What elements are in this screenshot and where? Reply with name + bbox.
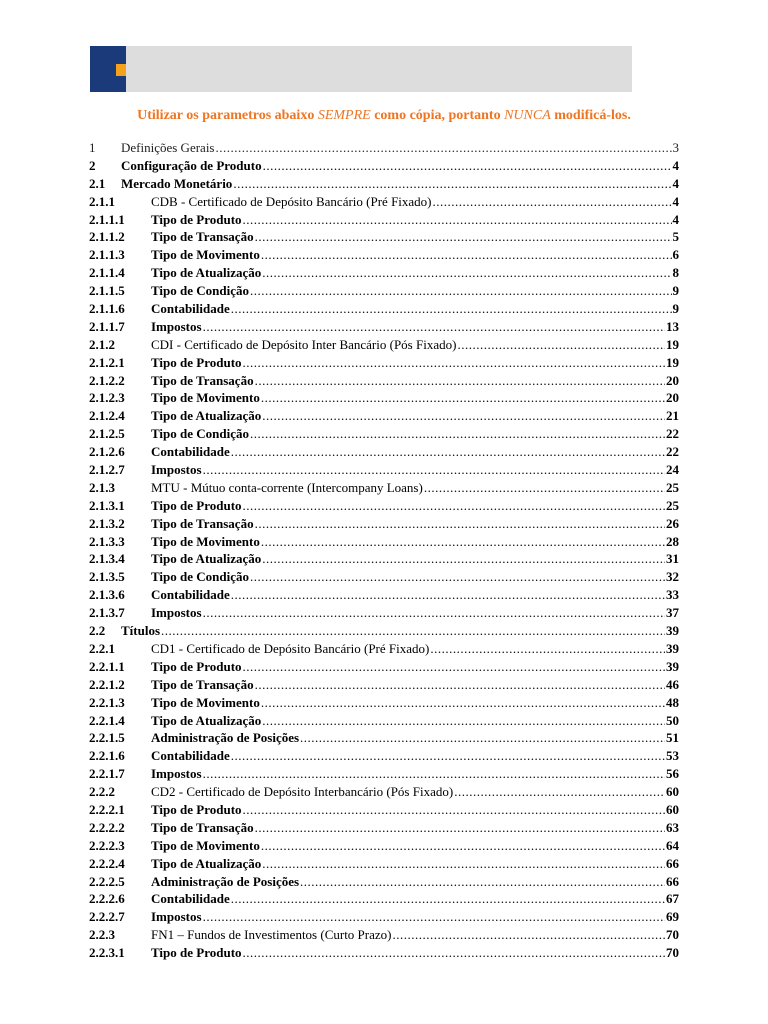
- toc-entry-number: 2.1.1.6: [89, 301, 125, 317]
- toc-entry[interactable]: [89, 157, 679, 175]
- toc-entry-page: 4: [672, 211, 679, 227]
- toc-dot-leader: [231, 300, 672, 318]
- toc-entry[interactable]: [89, 658, 679, 676]
- toc-entry[interactable]: [89, 336, 679, 354]
- toc-entry-number: 1: [89, 140, 96, 155]
- toc-entry-number: 2.1.1.2: [89, 229, 125, 245]
- toc-entry-page: 50: [666, 712, 679, 728]
- toc-entry-number: 2.1.2.6: [89, 444, 125, 460]
- toc-entry-title: Tipo de Movimento: [151, 390, 260, 406]
- toc-entry-page: 64: [666, 837, 679, 853]
- toc-entry-page: 8: [672, 265, 679, 281]
- toc-entry-page: 13: [666, 318, 679, 334]
- toc-dot-leader: [261, 246, 672, 264]
- table-of-contents: [89, 139, 679, 962]
- toc-entry-title: Tipo de Produto: [151, 945, 242, 961]
- toc-entry-title: Impostos: [151, 766, 202, 782]
- toc-dot-leader: [262, 712, 665, 730]
- toc-entry-number: 2.2.2: [89, 784, 115, 800]
- toc-entry[interactable]: [89, 694, 679, 712]
- toc-dot-leader: [457, 336, 665, 354]
- toc-dot-leader: [203, 461, 665, 479]
- toc-entry-page: 5: [672, 229, 679, 245]
- toc-entry-page: 32: [666, 569, 679, 585]
- toc-entry[interactable]: [89, 873, 679, 891]
- toc-entry-page: 20: [666, 372, 679, 388]
- toc-entry[interactable]: [89, 479, 679, 497]
- toc-entry[interactable]: [89, 175, 679, 193]
- toc-entry-number: 2.1.2.2: [89, 372, 125, 388]
- toc-entry-page: 25: [666, 479, 679, 495]
- toc-entry-number: 2.1.2.3: [89, 390, 125, 406]
- toc-entry[interactable]: [89, 264, 679, 282]
- toc-entry-title: Tipo de Produto: [151, 801, 242, 817]
- toc-entry-title: CDI - Certificado de Depósito Inter Bancário (Pós Fixado): [151, 336, 457, 352]
- toc-entry-number: 2.2.2.7: [89, 909, 125, 925]
- toc-dot-leader: [262, 264, 671, 282]
- toc-entry[interactable]: [89, 193, 679, 211]
- toc-entry-number: 2.1.1.4: [89, 265, 125, 281]
- toc-entry-title: Tipo de Atualização: [151, 265, 262, 281]
- header-bar: [90, 46, 632, 92]
- toc-entry-number: 2.2.1: [89, 640, 115, 656]
- toc-entry-number: 2.2.1.6: [89, 748, 125, 764]
- toc-entry-page: 39: [666, 623, 679, 639]
- toc-entry-title: Tipo de Atualização: [151, 712, 262, 728]
- toc-entry-page: 19: [666, 336, 679, 352]
- toc-dot-leader: [300, 729, 665, 747]
- toc-entry-number: 2.1.3.5: [89, 569, 125, 585]
- toc-entry-title: FN1 – Fundos de Investimentos (Curto Prazo): [151, 927, 392, 943]
- toc-dot-leader: [250, 282, 671, 300]
- toc-entry-page: 21: [666, 408, 679, 424]
- toc-entry-title: Contabilidade: [151, 587, 230, 603]
- toc-dot-leader: [243, 354, 665, 372]
- toc-entry[interactable]: [89, 282, 679, 300]
- toc-entry[interactable]: [89, 300, 679, 318]
- toc-dot-leader: [255, 819, 665, 837]
- toc-entry-page: 6: [672, 247, 679, 263]
- toc-entry[interactable]: [89, 765, 679, 783]
- toc-entry-title: Contabilidade: [151, 748, 230, 764]
- toc-entry[interactable]: [89, 622, 679, 640]
- toc-entry-title: Tipo de Movimento: [151, 694, 260, 710]
- toc-dot-leader: [203, 765, 665, 783]
- toc-entry-title: Tipo de Transação: [151, 676, 254, 692]
- toc-dot-leader: [261, 837, 665, 855]
- toc-entry-page: 39: [666, 640, 679, 656]
- toc-entry-title: Tipo de Movimento: [151, 247, 260, 263]
- toc-dot-leader: [243, 497, 665, 515]
- toc-entry-page: 60: [666, 784, 679, 800]
- toc-entry[interactable]: [89, 533, 679, 551]
- toc-entry-page: 69: [666, 909, 679, 925]
- toc-entry-title: Tipo de Produto: [151, 497, 242, 513]
- toc-entry-page: 60: [666, 801, 679, 817]
- toc-entry[interactable]: [89, 747, 679, 765]
- toc-entry-title: Tipo de Produto: [151, 211, 242, 227]
- toc-entry[interactable]: [89, 837, 679, 855]
- toc-entry-number: 2.2.1.7: [89, 766, 125, 782]
- toc-dot-leader: [255, 676, 665, 694]
- toc-entry-number: 2.1.3.7: [89, 605, 125, 621]
- toc-entry-title: Tipo de Condição: [151, 283, 250, 299]
- toc-dot-leader: [231, 890, 665, 908]
- instruction-note: [0, 108, 768, 124]
- toc-entry[interactable]: [89, 783, 679, 801]
- toc-entry-title: Tipo de Condição: [151, 426, 250, 442]
- toc-dot-leader: [263, 157, 672, 175]
- toc-dot-leader: [261, 694, 665, 712]
- toc-entry-number: 2.2.2.3: [89, 837, 125, 853]
- toc-entry-number: 2.1.1.7: [89, 318, 125, 334]
- toc-entry-page: 22: [666, 426, 679, 442]
- toc-entry[interactable]: [89, 640, 679, 658]
- toc-entry-title: Tipo de Atualização: [151, 855, 262, 871]
- toc-entry[interactable]: [89, 372, 679, 390]
- toc-entry[interactable]: [89, 890, 679, 908]
- toc-entry[interactable]: [89, 139, 679, 157]
- toc-entry-number: 2.2.3.1: [89, 945, 125, 961]
- toc-entry-number: 2.1.3.4: [89, 551, 125, 567]
- toc-dot-leader: [203, 908, 665, 926]
- toc-entry[interactable]: [89, 389, 679, 407]
- toc-dot-leader: [233, 175, 671, 193]
- toc-entry-title: Tipo de Atualização: [151, 551, 262, 567]
- instruction-emphasis-never: NUNCA: [504, 108, 551, 123]
- toc-entry-page: 67: [666, 891, 679, 907]
- toc-entry-page: 4: [672, 193, 679, 209]
- toc-entry-title: CD2 - Certificado de Depósito Interbancário (Pós Fixado): [151, 784, 454, 800]
- toc-entry-title: Títulos: [121, 623, 161, 639]
- toc-entry-title: Tipo de Transação: [151, 372, 254, 388]
- toc-entry[interactable]: [89, 855, 679, 873]
- toc-dot-leader: [255, 515, 665, 533]
- toc-entry-number: 2.2.1.5: [89, 730, 125, 746]
- toc-dot-leader: [243, 658, 665, 676]
- toc-entry-title: Impostos: [151, 605, 202, 621]
- toc-entry-title: Impostos: [151, 462, 202, 478]
- toc-dot-leader: [261, 533, 665, 551]
- toc-entry-number: 2.1: [89, 175, 106, 191]
- toc-entry-number: 2: [89, 157, 96, 173]
- toc-entry-number: 2.1.1.5: [89, 283, 125, 299]
- toc-entry-page: 25: [666, 497, 679, 513]
- toc-dot-leader: [243, 211, 672, 229]
- instruction-emphasis-always: SEMPRE: [317, 108, 371, 123]
- toc-entry[interactable]: [89, 425, 679, 443]
- toc-dot-leader: [231, 443, 665, 461]
- toc-dot-leader: [161, 622, 665, 640]
- toc-dot-leader: [262, 407, 665, 425]
- toc-entry-title: Tipo de Movimento: [151, 533, 260, 549]
- toc-entry[interactable]: [89, 801, 679, 819]
- toc-entry-page: 56: [666, 766, 679, 782]
- toc-entry-number: 2.2.1.2: [89, 676, 125, 692]
- toc-entry-page: 66: [666, 855, 679, 871]
- toc-entry[interactable]: [89, 676, 679, 694]
- toc-entry[interactable]: [89, 318, 679, 336]
- toc-entry-page: 33: [666, 587, 679, 603]
- toc-entry-page: 24: [666, 462, 679, 478]
- toc-dot-leader: [216, 139, 672, 157]
- toc-entry-page: 46: [666, 676, 679, 692]
- toc-dot-leader: [261, 389, 665, 407]
- toc-dot-leader: [250, 568, 665, 586]
- toc-entry[interactable]: [89, 211, 679, 229]
- toc-dot-leader: [424, 479, 665, 497]
- toc-entry-number: 2.1.2.1: [89, 354, 125, 370]
- toc-entry-page: 20: [666, 390, 679, 406]
- toc-entry-number: 2.2.1.3: [89, 694, 125, 710]
- instruction-part5: modificá-los.: [550, 108, 631, 123]
- toc-dot-leader: [243, 801, 665, 819]
- toc-entry-number: 2.1.2.4: [89, 408, 125, 424]
- toc-dot-leader: [231, 747, 665, 765]
- toc-dot-leader: [454, 783, 665, 801]
- toc-entry-number: 2.1.3.2: [89, 515, 125, 531]
- toc-entry-title: Mercado Monetário: [121, 175, 233, 191]
- toc-entry[interactable]: [89, 354, 679, 372]
- toc-entry-number: 2.1.3: [89, 479, 115, 495]
- toc-entry[interactable]: [89, 568, 679, 586]
- toc-entry-title: CDB - Certificado de Depósito Bancário (Pré Fixado): [151, 193, 432, 209]
- toc-entry-number: 2.1.1.1: [89, 211, 125, 227]
- toc-entry-page: 9: [672, 283, 679, 299]
- toc-entry[interactable]: [89, 228, 679, 246]
- toc-entry[interactable]: [89, 443, 679, 461]
- toc-entry[interactable]: [89, 944, 679, 962]
- toc-entry-number: 2.2.2.4: [89, 855, 125, 871]
- toc-entry-page: 19: [666, 354, 679, 370]
- toc-entry-title: Definições Gerais: [121, 140, 215, 155]
- toc-entry[interactable]: [89, 729, 679, 747]
- toc-entry-page: 28: [666, 533, 679, 549]
- toc-entry[interactable]: [89, 604, 679, 622]
- toc-entry[interactable]: [89, 515, 679, 533]
- toc-entry-number: 2.2: [89, 623, 106, 639]
- toc-entry-title: Tipo de Condição: [151, 569, 250, 585]
- toc-entry-title: Contabilidade: [151, 444, 230, 460]
- toc-dot-leader: [243, 944, 665, 962]
- toc-entry-number: 2.1.3.6: [89, 587, 125, 603]
- toc-entry-title: Administração de Posições: [151, 873, 300, 889]
- toc-dot-leader: [255, 228, 672, 246]
- toc-entry-number: 2.2.2.6: [89, 891, 125, 907]
- toc-entry[interactable]: [89, 246, 679, 264]
- toc-entry-number: 2.2.1.1: [89, 658, 125, 674]
- toc-entry[interactable]: [89, 586, 679, 604]
- toc-entry-number: 2.1.2.5: [89, 426, 125, 442]
- toc-entry-page: 48: [666, 694, 679, 710]
- toc-entry-page: 22: [666, 444, 679, 460]
- toc-entry-number: 2.2.1.4: [89, 712, 125, 728]
- toc-entry-page: 39: [666, 658, 679, 674]
- toc-entry[interactable]: [89, 712, 679, 730]
- toc-entry-number: 2.1.2: [89, 336, 115, 352]
- toc-dot-leader: [433, 193, 672, 211]
- toc-entry-number: 2.1.3.3: [89, 533, 125, 549]
- toc-entry-number: 2.1.1: [89, 193, 115, 209]
- toc-entry-page: 31: [666, 551, 679, 567]
- toc-dot-leader: [250, 425, 665, 443]
- toc-entry-title: CD1 - Certificado de Depósito Bancário (Pré Fixado): [151, 640, 430, 656]
- toc-dot-leader: [203, 318, 665, 336]
- toc-entry-number: 2.2.3: [89, 927, 115, 943]
- toc-entry-title: Tipo de Produto: [151, 658, 242, 674]
- toc-entry-title: Tipo de Produto: [151, 354, 242, 370]
- toc-entry-page: 51: [666, 730, 679, 746]
- toc-entry-title: Administração de Posições: [151, 730, 300, 746]
- toc-entry-title: MTU - Mútuo conta-corrente (Intercompany Loans): [151, 479, 423, 495]
- toc-entry-title: Tipo de Atualização: [151, 408, 262, 424]
- toc-entry-page: 26: [666, 515, 679, 531]
- toc-dot-leader: [300, 873, 665, 891]
- toc-entry-page: 4: [672, 157, 679, 173]
- instruction-part3: como cópia, portanto: [370, 108, 505, 123]
- toc-entry-title: Contabilidade: [151, 891, 230, 907]
- toc-dot-leader: [262, 855, 665, 873]
- toc-entry-page: 37: [666, 605, 679, 621]
- logo-accent-mark: [116, 64, 126, 76]
- toc-entry-number: 2.2.2.5: [89, 873, 125, 889]
- toc-entry-number: 2.2.2.2: [89, 819, 125, 835]
- toc-entry[interactable]: [89, 819, 679, 837]
- toc-entry-number: 2.1.2.7: [89, 462, 125, 478]
- toc-dot-leader: [262, 550, 665, 568]
- toc-entry-title: Tipo de Movimento: [151, 837, 260, 853]
- toc-entry[interactable]: [89, 926, 679, 944]
- toc-entry-page: 70: [666, 927, 679, 943]
- toc-dot-leader: [430, 640, 665, 658]
- toc-entry-page: 53: [666, 748, 679, 764]
- toc-entry-page: 63: [666, 819, 679, 835]
- toc-entry-page: 70: [666, 945, 679, 961]
- toc-entry-page: 66: [666, 873, 679, 889]
- toc-entry-number: 2.1.3.1: [89, 497, 125, 513]
- toc-entry[interactable]: [89, 908, 679, 926]
- toc-entry-page: 9: [672, 301, 679, 317]
- toc-entry-number: 2.1.1.3: [89, 247, 125, 263]
- toc-entry-title: Tipo de Transação: [151, 819, 254, 835]
- toc-entry-title: Contabilidade: [151, 301, 230, 317]
- toc-entry-page: 3: [672, 140, 679, 155]
- toc-entry-number: 2.2.2.1: [89, 801, 125, 817]
- toc-entry-title: Tipo de Transação: [151, 229, 254, 245]
- toc-entry[interactable]: [89, 407, 679, 425]
- toc-entry[interactable]: [89, 461, 679, 479]
- instruction-part1: Utilizar os parametros abaixo: [137, 108, 318, 123]
- toc-entry-title: Tipo de Transação: [151, 515, 254, 531]
- toc-entry[interactable]: [89, 497, 679, 515]
- toc-entry-title: Impostos: [151, 909, 202, 925]
- toc-entry-title: Configuração de Produto: [121, 157, 262, 173]
- toc-dot-leader: [203, 604, 665, 622]
- toc-dot-leader: [255, 372, 665, 390]
- toc-dot-leader: [392, 926, 665, 944]
- toc-dot-leader: [231, 586, 665, 604]
- toc-entry[interactable]: [89, 550, 679, 568]
- toc-entry-page: 4: [672, 175, 679, 191]
- toc-entry-title: Impostos: [151, 318, 202, 334]
